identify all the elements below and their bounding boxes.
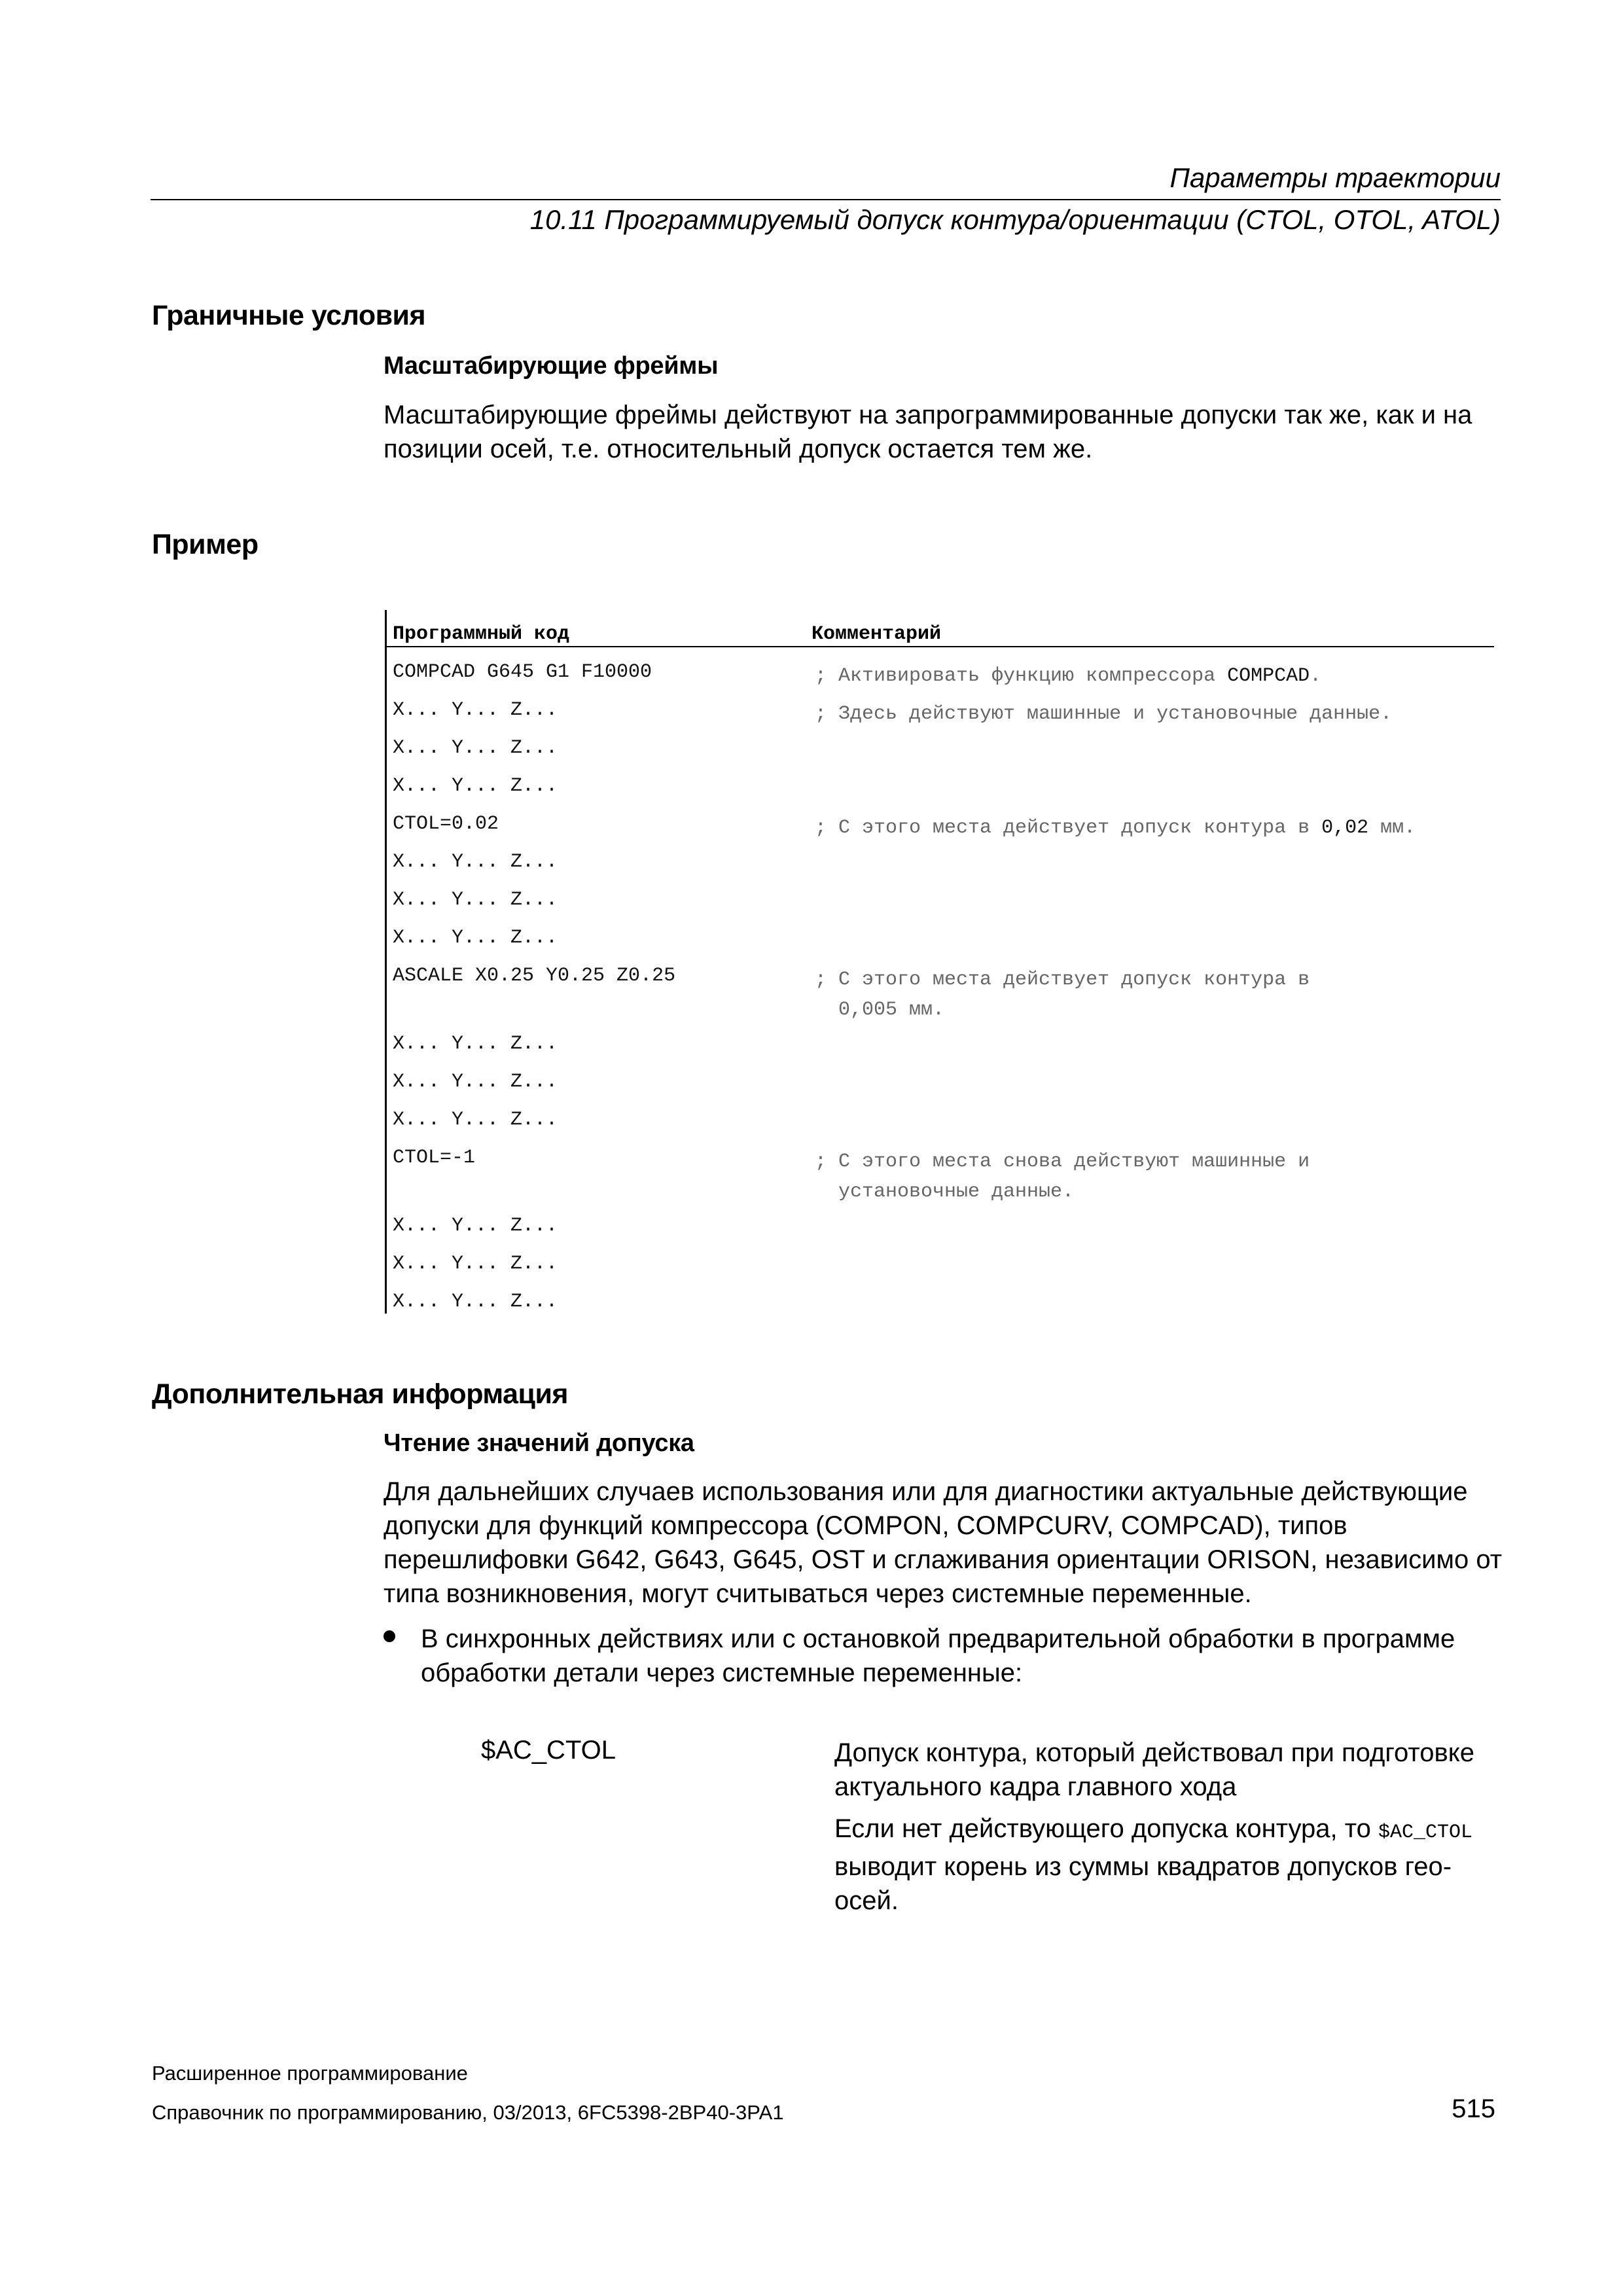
code-line: CTOL=-1 [393,1147,476,1169]
comment-column-header: Комментарий [812,623,942,645]
sysvar-note-text: Если нет действующего допуска контура, то [834,1814,1378,1843]
code-line: X... Y... Z... [393,889,558,911]
code-line: X... Y... Z... [393,775,558,797]
sysvar-note-text-end: выводит корень из суммы квадратов допусков гео-осей. [834,1852,1452,1915]
code-comment [815,699,1522,729]
code-line: X... Y... Z... [393,1291,558,1313]
example-heading: Пример [152,529,259,560]
comment-text: ; С этого места действует допуск контура в [815,817,1322,839]
footer-book-title: Расширенное программирование [152,2062,468,2085]
code-header-rule [385,646,1494,647]
header-section: 10.11 Программируемый допуск контура/ориентации (CTOL, OTOL, ATOL) [529,204,1501,235]
code-line: X... Y... Z... [393,737,558,759]
boundary-subheading: Масштабирующие фреймы [383,352,719,380]
code-column-header: Программный код [393,623,570,645]
code-line: COMPCAD G645 G1 F10000 [393,661,652,683]
comment-text: ; Активировать функцию компрессора [815,665,1228,687]
sysvar-note [834,1812,1508,1918]
code-comment [815,1147,1522,1207]
page-number: 515 [1452,2094,1495,2123]
additional-heading: Дополнительная информация [152,1378,569,1410]
comment-keyword: COMPCAD [1227,665,1310,687]
footer-manual-info: Справочник по программированию, 03/2013, 6FC5398-2BP40-3PA1 [152,2101,784,2124]
boundary-paragraph: Масштабирующие фреймы действуют на запрограммированные допуски так же, как и на позиции осей, т.е. относительный допуск остается тем же. [383,401,1472,463]
code-line: X... Y... Z... [393,1215,558,1237]
code-line: X... Y... Z... [393,699,558,721]
bullet-text: В синхронных действиях или с остановкой предварительной обработки в программе обработки детали через системные переменные: [421,1624,1455,1687]
code-line: X... Y... Z... [393,927,558,949]
code-line: X... Y... Z... [393,1033,558,1055]
code-comment [815,965,1522,1025]
code-line: X... Y... Z... [393,1071,558,1093]
additional-subheading: Чтение значений допуска [383,1429,694,1457]
comment-text: ; С этого места снова действуют машинные и установочные данные. [815,1151,1310,1203]
comment-text-end: . [1310,665,1322,687]
header-chapter: Параметры траектории [1169,162,1501,193]
code-comment [815,661,1522,691]
sysvar-description: Допуск контура, который действовал при подготовке актуального кадра главного хода [834,1738,1474,1801]
code-line: X... Y... Z... [393,1253,558,1275]
code-line: X... Y... Z... [393,1109,558,1131]
comment-keyword: 0,02 [1321,817,1369,839]
code-line: ASCALE X0.25 Y0.25 Z0.25 [393,965,676,987]
comment-text: ; Здесь действуют машинные и установочные данные. [815,703,1393,725]
additional-paragraph: Для дальнейших случаев использования или для диагностики актуальные действующие допуски для функций компрессора (COMPON, COMPCURV, COMPCAD), типов перешлифовки G642, G643, G645, OST и сглаживания ориентации ORISON, независимо от типа возникновения, могут считываться через системные переменные. [383,1477,1503,1608]
bullet-icon [383,1630,395,1642]
sysvar-name: $AC_CTOL [481,1736,616,1765]
code-block-bar [385,610,387,1314]
comment-text: ; С этого места действует допуск контура в 0,005 мм. [815,969,1310,1021]
code-line: CTOL=0.02 [393,813,499,835]
sysvar-inline-code: $AC_CTOL [1378,1821,1472,1844]
boundary-heading: Граничные условия [152,300,426,331]
header-rule [151,199,1501,200]
comment-text-end: мм. [1368,817,1416,839]
code-comment [815,813,1522,843]
code-line: X... Y... Z... [393,851,558,873]
